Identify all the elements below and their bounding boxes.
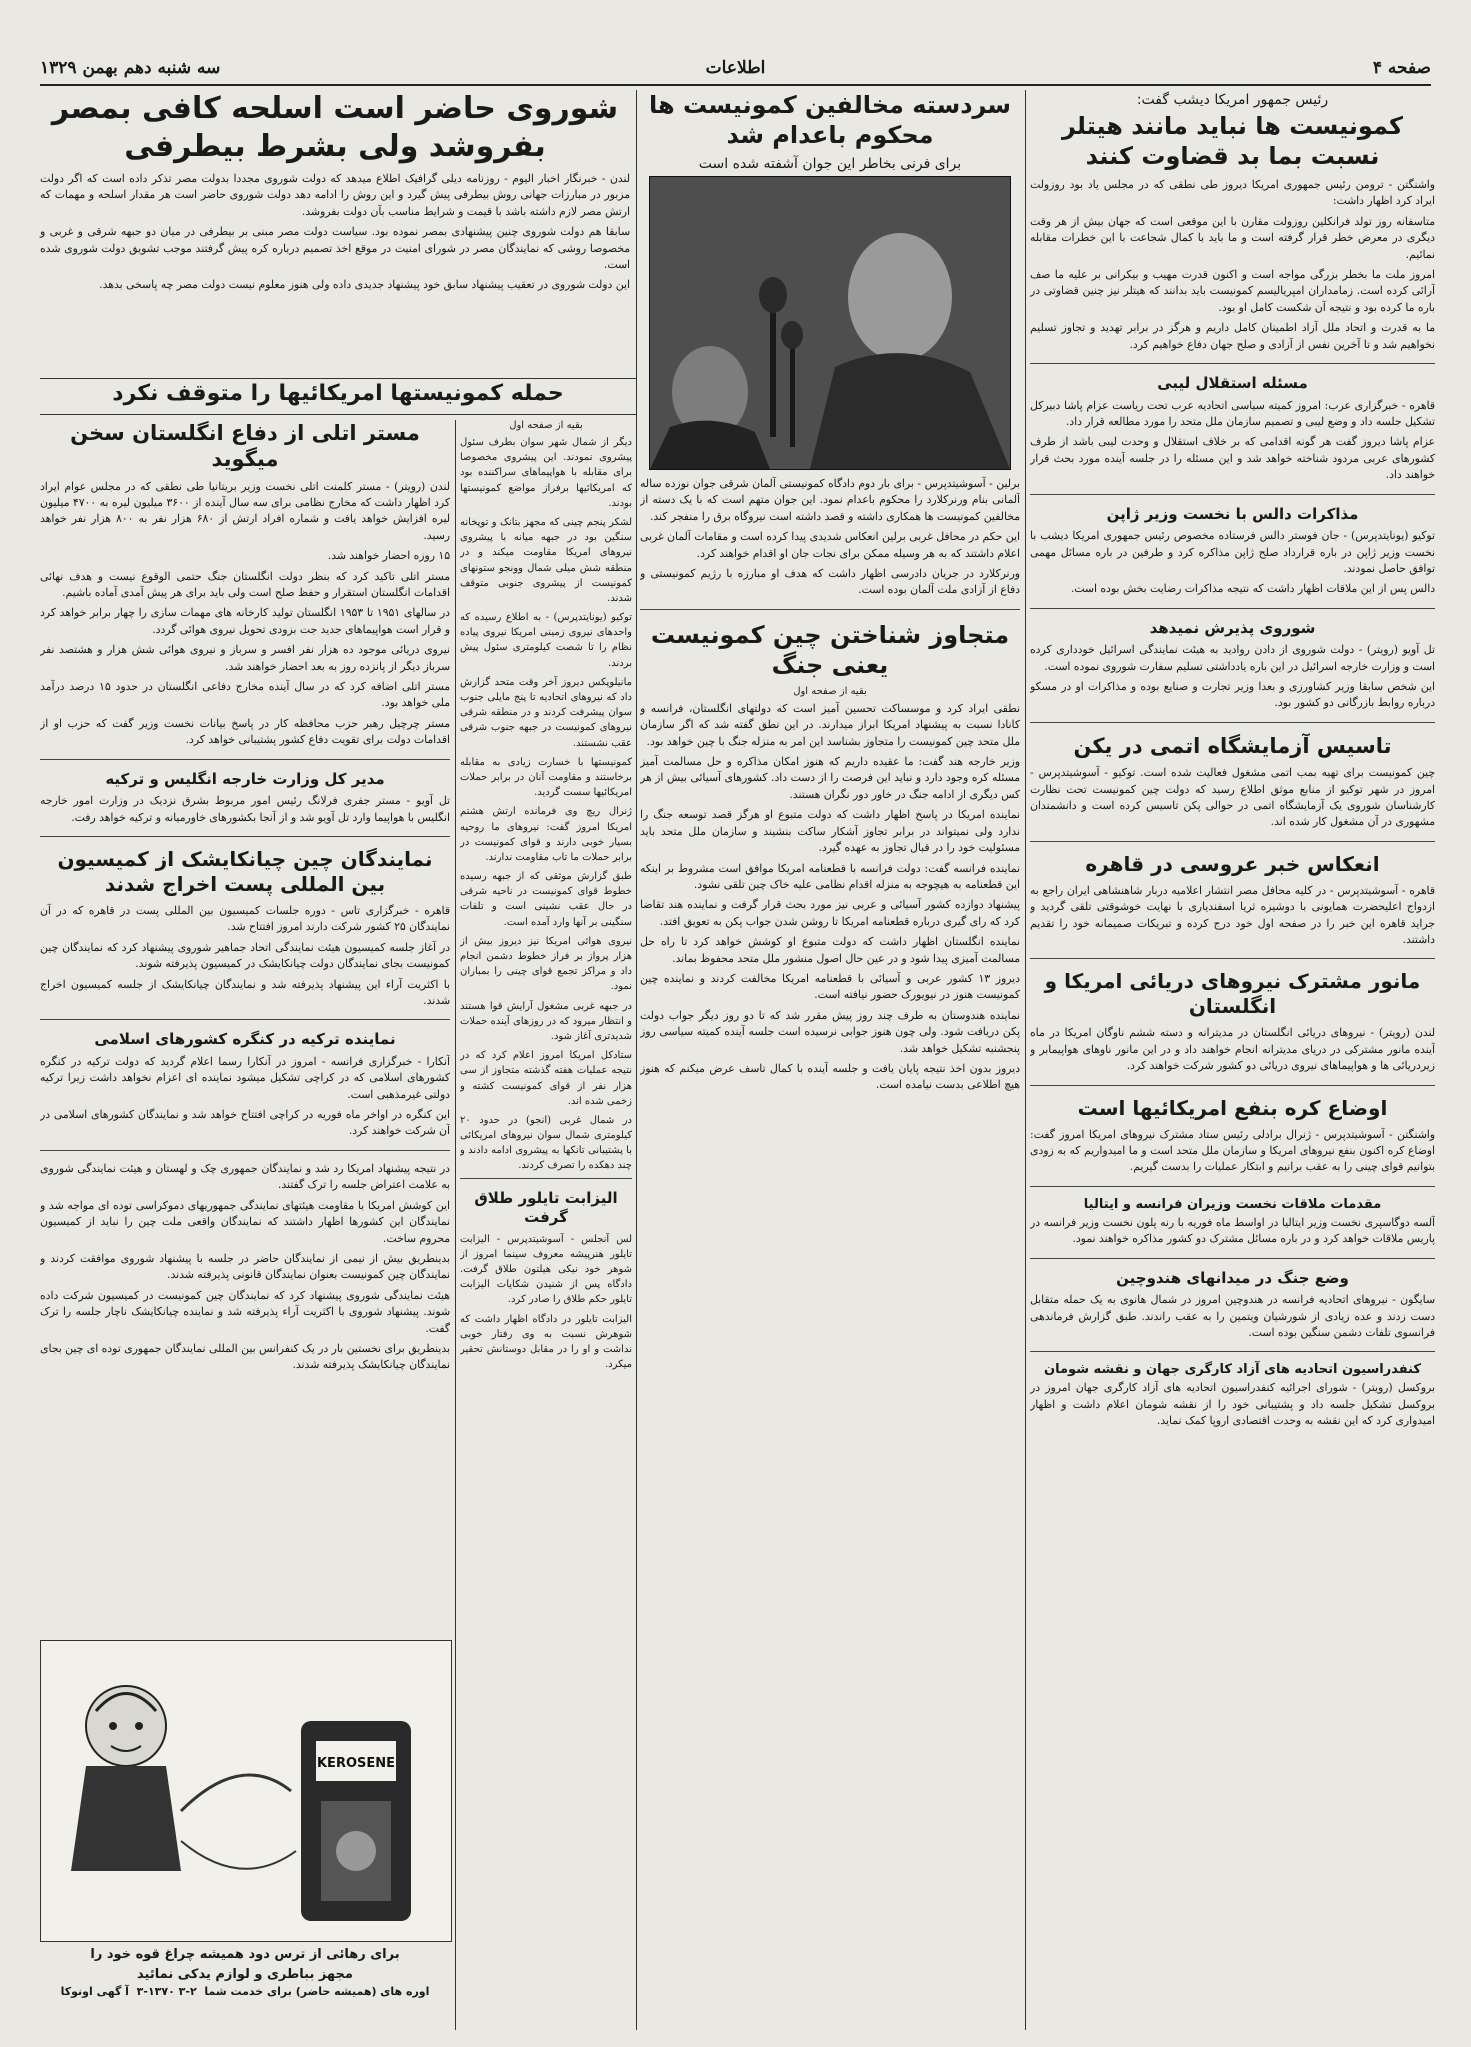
article-paragraph: در نتیجه پیشنهاد امریکا رد شد و نمایندگان جمهوری چک و لهستان و هیئت نمایندگی شوروی به علامت اعتراض جلسه را ترک گفتند. xyxy=(40,1161,450,1192)
article-paragraph: دیگر از شمال شهر سوان بطرف سئول پیشروی نمودند. این پیشروی مخصوصا برای مقابله با هواپیماهای سراکننده بود که امریکائیها برفراز مواضع کمونیستها بودند. xyxy=(460,437,632,509)
photo-illustration xyxy=(650,177,1010,469)
article-paragraph: در جبهه غربی مشغول آرایش قوا هستند و انتظار میرود که در روزهای آینده حملات شدیدتری آغاز شود. xyxy=(460,1000,632,1042)
article-headline: مسئله استقلال لیبی xyxy=(1157,374,1308,393)
article-paragraph: تل آویو - مستر جفری فرلانگ رئیس امور مربوط بشرق نزدیک در وزارت امور خارجه انگلیس با هواپیما وارد تل آویو شد و از آنجا بکشورهای خاورمیانه و ترکیه خواهد رفت. xyxy=(40,794,450,824)
article-paragraph: این حکم در محافل غربی برلین انعکاس شدیدی پیدا کرده است و مقامات آلمان غربی اعلام داشتند که به هر وسیله ممکن برای نجات جان او اقدام خواهند کرد. xyxy=(640,530,1020,560)
page-number: صفحه ۴ xyxy=(1372,58,1431,78)
column-korea-continued xyxy=(460,420,632,2030)
article-libya xyxy=(1030,374,1435,495)
article-postal-continued xyxy=(40,1161,450,1384)
article-paragraph: دیروز بدون اخذ نتیجه پایان یافت و جلسه آینده با کمال تاسف عرض میکنم که هنوز هیچ اطلاعی بدست نیامده است. xyxy=(640,1061,1020,1092)
article-paragraph: نیروی دریائی موجود ده هزار نفر افسر و سرباز و نیروی هوائی شش هزار و هشتصد نفر سرباز دیگر از پانزده روز به بعد احضار خواهند شد. xyxy=(40,643,450,673)
article-paragraph: بدینطریق بیش از نیمی از نمایندگان حاضر در جلسه با پیشنهاد شوروی موافقت کردند و نمایندگان چین کمونیست بعنوان نمایندگان قانونی پذیرفته شدند. xyxy=(40,1251,450,1282)
article-headline: شوروی پذیرش نمیدهد xyxy=(1149,618,1316,637)
article-paragraph: قاهره - آسوشیتدپرس - در کلیه محافل مصر انتشار اعلامیه دربار شاهنشاهی ایران راجع به ازدواج اعلیحضرت همایونی با دوشیزه ثریا اسفندیاری با نهایت خوشوقتی تلقی گردید و جراید قاهره این خبر را در صفحه اول خود درج کرده و تبریکات صمیمانه خود را تقدیم داشتند. xyxy=(1030,883,1435,946)
article-paragraph: دالس پس از این ملاقات اظهار داشت که نتیجه مذاکرات رضایت بخش بوده است. xyxy=(1070,582,1435,596)
article-turkey-congress xyxy=(40,1030,450,1151)
article-headline: مقدمات ملاقات نخست وزیران فرانسه و ایتالیا xyxy=(1083,1196,1382,1212)
continued-note: بقیه از صفحه اول xyxy=(509,420,583,431)
article-headline: الیزابت تایلور طلاق گرفت xyxy=(474,1188,618,1227)
article-paragraph: این شخص سابقا وزیر کشاورزی و بعدا وزیر تجارت و صنایع بوده و مذاکرات او در مسکو درباره روابط بازرگانی دو کشور بود. xyxy=(1030,680,1435,710)
article-headline: تاسیس آزمایشگاه اتمی در یکن xyxy=(1073,733,1392,758)
page-header xyxy=(40,52,1431,86)
article-paragraph: سایگون - نیروهای اتحادیه فرانسه در هندوچین امروز در شمال هانوی به یک حمله متقابل دست زدند و عده زیادی از شورشیان ویتمین را به عقب راندند. طبق گزارش فرماندهی فرانسوی تلفات دشمن سنگین بوده است. xyxy=(1030,1293,1435,1339)
ad-line xyxy=(40,1984,450,2001)
ad-line: ۲-۳ ۱۳۷۰-۳ xyxy=(136,1985,197,1998)
column-center xyxy=(640,90,1020,2030)
ad-artwork xyxy=(41,1641,451,1941)
article-paragraph: چین کمونیست برای تهیه بمب اتمی مشغول فعالیت شده است. توکیو - آسوشیتدپرس - امروز در شهر توکیو از منابع موثق اطلاع رسید که دولت چین کمونیست تحت نظارت کارشناسان شوروی یک آزمایشگاه اتمی در حوالی پکن تاسیس کرده است و دانشمندان مشهوری در آن مشغول کار شده اند. xyxy=(1030,766,1435,829)
column-left xyxy=(40,420,450,1635)
article-paragraph: مانیلوپکس دیروز آخر وقت متحد گزارش داد که نیروهای اتحادیه تا پنج مایلی جنوب سوان پیشرفت کردند و در منطقه شرقی نیروهای کمونیست در جبهه جنوب شرقی عقب نشستند. xyxy=(460,676,632,749)
article-china-aggressor xyxy=(640,620,1020,1104)
article-kicker: برای فرنی بخاطر این جوان آشفته شده است xyxy=(698,156,962,172)
article-paragraph: ستادکل امریکا امروز اعلام کرد که در نتیجه عملیات هفته گذشته متجاوز از سی هزار نفر از قوای کمونیست کشته و زخمی شده اند. xyxy=(460,1050,632,1107)
article-soviet-egypt xyxy=(40,90,630,375)
article-paragraph: لندن - خبرنگار اخبار الیوم - روزنامه دیلی گرافیک اطلاع میدهد که دولت شوروی مجددا بدولت مصر تذکر داده است که اگر دولت مزبور در مبارزات جهانی روش بیطرفی پیش گیرد و این روش را ادامه دهد دولت شوروی حاضر است هر مقدار اسلحه و مهمات که ارتش مصر لازم داشته باشد با قیمت و شرایط مناسب بآن دولت بفروشد. xyxy=(40,172,630,218)
photo-icon xyxy=(649,176,1011,470)
article-headline: سردسته مخالفین کمونیست ها محکوم باعدام شد xyxy=(648,91,1012,149)
article-wedding-cairo xyxy=(1030,852,1435,960)
banner-korea xyxy=(40,380,636,414)
article-truman xyxy=(1030,92,1435,364)
article-paragraph: این کوشش امریکا با مقاومت هیئتهای نمایندگی جمهوریهای دموکراسی توده ای مواجه شد و نمایندگان این کشورها اظهار داشتند که نمایندگان واقعی ملت چین را نباید از کمیسیون محروم ساخت. xyxy=(40,1198,450,1245)
article-paragraph: پیشنهاد دوازده کشور آسیائی و عربی نیز مورد بحث قرار گرفت و نماینده هند تقاضا کرد که رای گیری درباره قطعنامه امریکا تا روشن شدن جواب پکن به تعویق افتد. xyxy=(640,898,1020,928)
article-paragraph: نماینده فرانسه گفت: دولت فرانسه با قطعنامه امریکا موافق است مشروط بر اینکه این قطعنامه به هیچوجه به منزله اقدام نظامی علیه خاک چین تلقی نشود. xyxy=(640,861,1020,891)
article-paragraph: در آغاز جلسه کمیسیون هیئت نمایندگی اتحاد جماهیر شوروی پیشنهاد کرد که نمایندگان چین کمونیست بجای نمایندگان دولت چیانکایشک در کمیسیون پذیرفته شوند. xyxy=(40,940,450,971)
continued-note: بقیه از صفحه اول xyxy=(793,685,867,697)
ad-caption xyxy=(40,1945,450,2001)
article-paragraph: الیزابت تایلور در دادگاه اظهار داشت که شوهرش نسبت به وی رفتار خوبی نداشت و او را در مقابل دوستانش تحقیر میکرد. xyxy=(460,1313,632,1371)
issue-date: سه شنبه دهم بهمن ۱۳۲۹ xyxy=(40,58,221,78)
banner-headline: حمله کمونیستها امریکائیها را متوقف نکرد xyxy=(112,381,564,406)
article-headline: کنفدراسیون اتحادیه های آزاد کارگری جهان و نقشه شومان xyxy=(1044,1362,1421,1378)
article-headline: مستر اتلی از دفاع انگلستان سخن میگوید xyxy=(70,421,420,472)
paper-name: اطلاعات xyxy=(705,58,766,78)
article-attlee-defense xyxy=(40,420,450,760)
article-headline: وضع جنگ در میدانهای هندوچین xyxy=(1116,1268,1349,1287)
ad-brand-text: KEROSENE xyxy=(316,1756,396,1771)
section-rule xyxy=(40,414,636,415)
article-paragraph: متاسفانه روز تولد فرانکلین روزولت مقارن با این موقعی است که جهان بیش از هر وقت دیگری در معرض خطر قرار گرفته است و ما باید با کمال شجاعت با این خطرات مقابله نمائیم. xyxy=(1030,214,1435,261)
article-headline: مانور مشترک نیروهای دریائی امریکا و انگلستان xyxy=(1044,969,1421,1019)
column-rule xyxy=(455,420,456,2030)
article-paragraph: ۱۵ روزه احضار خواهند شد. xyxy=(327,549,450,563)
article-paragraph: بدینطریق برای نخستین بار در یک کنفرانس بین المللی نمایندگان جمهوری توده ای چین بجای نمایندگان چیانکایشک پذیرفته شدند. xyxy=(40,1341,450,1372)
article-naval-maneuver xyxy=(1030,969,1435,1085)
article-paragraph: این دولت شوروی در تعقیب پیشنهاد سابق خود پیشنهاد جدیدی داده ولی هنوز معلوم نیست دولت مصر چه پاسخی بدهد. xyxy=(99,278,630,292)
article-atomic-lab xyxy=(1030,733,1435,842)
article-paragraph: ما به قدرت و اتحاد ملل آزاد اطمینان کامل داریم و هرگز در برابر تهدید و تجاوز تسلیم نخواهیم شد و تا آخرین نفس از آزادی و صلح جهان دفاع خواهیم کرد. xyxy=(1030,321,1435,351)
article-paragraph: برلین - آسوشیتدپرس - برای بار دوم دادگاه کمونیستی آلمان شرقی جوان نوزده ساله آلمانی بنام ورنرکلارد را محکوم باعدام نمود. این جوان متهم است که با یک دسته از مخالفین کمونیست ها همکاری داشته و قصد داشته است نیروگاه برق را منفجر کند. xyxy=(640,477,1020,523)
article-paragraph: آلسه دوگاسپری نخست وزیر ایتالیا در اواسط ماه فوریه با رنه پلون نخست وزیر فرانسه در پاریس ملاقات خواهد کرد و در باره مسائل مشترک دو کشور مذاکره خواهند نمود. xyxy=(1030,1215,1435,1246)
article-headline: اوضاع کره بنفع امریکائیها است xyxy=(1077,1095,1388,1120)
article-paragraph: طبق گزارش موثقی که از جبهه رسیده خطوط قوای کمونیست در ناحیه شرقی در حال عقب نشینی است و تلفات سنگینی بر آنها وارد آمده است. xyxy=(460,871,632,928)
article-paragraph: وزیر خارجه هند گفت: ما عقیده داریم که هنوز امکان مذاکره و حل مسالمت آمیز مسئله کره وجود دارد و نباید این فرصت را از دست داد. کشورهای آسیائی بیش از هر کس دیگری از ادامه جنگ در خاور دور نگران هستند. xyxy=(640,755,1020,801)
article-paragraph: امروز ملت ما بخطر بزرگی مواجه است و اکنون قدرت مهیب و بیکرانی بر علیه ما صف آرائی کرده است. زمامداران امپریالیسم کمونیست باید بدانند که هیتلر نیز چنین قضاوتی در باره ما کرده بود و نتیجه آن شکست کامل او بود. xyxy=(1030,268,1435,314)
article-paragraph: واشنگتن - ترومن رئیس جمهوری امریکا دیروز طی نطقی که در مجلس یاد بود روزولت ایراد کرد اظهار داشت: xyxy=(1030,178,1435,208)
article-elizabeth-taylor xyxy=(460,1178,632,1383)
section-rule xyxy=(40,378,636,379)
article-postal-commission xyxy=(40,847,450,1020)
article-indochina xyxy=(1030,1269,1435,1353)
article-headline: نمایندگان چین چیانکایشک از کمیسیون بین المللی پست اخراج شدند xyxy=(57,846,433,896)
ad-line: برای رهائی از ترس دود همیشه چراغ قوه خود را xyxy=(90,1947,400,1962)
article-paragraph: مستر اتلی تاکید کرد که بنظر دولت انگلستان جنگ حتمی الوقوع نیست و هدف نهائی اقدامات انگلستان استقرار و حفظ صلح است ولی باید برای هر پیش آمدی آماده باشیم. xyxy=(40,569,450,599)
ad-line: اوره های (همیشه حاضر) برای خدمت شما xyxy=(204,1985,430,1998)
article-paragraph: بروکسل (رویتر) - شورای اجرائیه کنفدراسیون اتحادیه های آزاد کارگری جهان امروز در بروکسل تشکیل جلسه داد و پشتیبانی خود را از نقشه شومان اعلام داشت و اظهار امیدواری کرد که این نقشه به وحدت اقتصادی اروپا کمک نماید. xyxy=(1030,1381,1435,1428)
article-paragraph: قاهره - خبرگزاری تاس - دوره جلسات کمیسیون بین المللی پست در قاهره که در آن نمایندگان ۲۵ کشور شرکت دارند امروز افتتاح شد. xyxy=(40,903,450,934)
article-france-italy xyxy=(1030,1197,1435,1259)
article-paragraph: لشکر پنجم چینی که مجهز بتانک و توپخانه سنگین بود در جبهه میانه با پیشروی نیروهای امریکا مقاومت میکند و در منطقه شش میلی شمال وونجو ستونهای کمونیست از پیشروی جنوبی متوقف شدند. xyxy=(460,516,632,604)
article-paragraph: تل آویو (رویتر) - دولت شوروی از دادن روادید به هیئت نمایندگی اسرائیل خودداری کرده است و وزارت خارجه اسرائیل در این باره یادداشتی تسلیم سفارت شوروی نموده است. xyxy=(1030,643,1435,673)
article-paragraph: هیئت نمایندگی شوروی پیشنهاد کرد که نمایندگان چین کمونیست در کمیسیون شرکت داده شوند. پیشنهاد شوروی با اکثریت آراء پذیرفته شد و نماینده چیانکایشک ناچار جلسه را ترک گفت. xyxy=(40,1288,450,1335)
article-headline: انعکاس خبر عروسی در قاهره xyxy=(1085,851,1380,876)
article-paragraph: توکیو (یونایتدپرس) - جان فوستر دالس فرستاده مخصوص رئیس جمهوری امریکا دیشب با نخست وزیر ژاپن در باره قرارداد صلح ژاپن مذاکره کرد و طرفین در باره مسائل مهمی توافق حاصل نمودند. xyxy=(1030,529,1435,575)
article-korea-situation xyxy=(1030,1096,1435,1187)
article-paragraph: در شمال غربی (انجو) در حدود ۲۰ کیلومتری شمال سوان نیروهای امریکائی با پشتیبانی تانکها به پیشروی ادامه دادند و چند دهکده را تصرف کردند. xyxy=(460,1114,632,1172)
article-paragraph: نطقی ایراد کرد و موسساکت تحسین آمیز است که دولتهای انگلستان، فرانسه و کانادا نسبت به پیشنهاد امریکا ابراز میدارند. در این نطق گفته شد که اگر سازمان ملل متحد چین کمونیست را متجاوز بشناسد این امر به منزله جنگ با چین خواهد بود. xyxy=(640,701,1020,748)
article-headline: متجاوز شناختن چین کمونیست یعنی جنگ xyxy=(650,620,1010,679)
article-paragraph: واشنگتن - آسوشیتدپرس - ژنرال برادلی رئیس ستاد مشترک نیروهای امریکا امروز گفت: اوضاع کره اکنون بنفع نیروهای امریکا و سازمان ملل متحد است و ما امیدواریم که به زودی بتوانیم قوای چینی را به عقب برانیم و ابتکار عملیات را بدست گیریم. xyxy=(1030,1127,1435,1174)
article-kicker: رئیس جمهور امریکا دیشب گفت: xyxy=(1136,92,1329,108)
article-paragraph: دیروز ۱۳ کشور عربی و آسیائی با قطعنامه امریکا مخالفت کردند و نماینده چین کمونیست هنوز در نیویورک حضور نیافته است. xyxy=(640,971,1020,1002)
article-paragraph: عزام پاشا دیروز گفت هر گونه اقدامی که بر خلاف استقلال و وحدت لیبی باشد از طرف کشورهای عربی مردود شناخته خواهد شد و این مسئله را در جلسه آینده مورد بحث قرار خواهند داد. xyxy=(1030,435,1435,482)
article-paragraph: نماینده انگلستان اظهار داشت که دولت متبوع او کوشش خواهد کرد تا راه حل مسالمت آمیزی پیدا شود و در عین حال اصول منشور ملل متحد محفوظ بماند. xyxy=(640,935,1020,965)
article-paragraph: در سالهای ۱۹۵۱ تا ۱۹۵۳ انگلستان تولید کارخانه های مهمات سازی را چهار برابر خواهد کرد و قرار است هواپیماهای جدید جت بزودی تحویل نیروی هوائی گردد. xyxy=(40,606,450,636)
article-paragraph: لندن (رویتر) - مستر کلمنت اتلی نخست وزیر بریتانیا طی نطقی که در مجلس عوام ایراد کرد اظهار داشت که مخارج نظامی برای سه سال آینده از ۳۶۰۰ میلیون لیره به ۴۷۰۰ میلیون لیره افزایش خواهد یافت و شماره افراد ارتش از ۶۸۰ هزار نفر به ۸۰۰ هزار نفر خواهد رسید. xyxy=(40,479,450,542)
article-paragraph: آنکارا - خبرگزاری فرانسه - امروز در آنکارا رسما اعلام گردید که دولت ترکیه در کنگره کشورهای اسلامی که در کراچی تشکیل میشود نماینده ای اعزام نخواهد داشت زیرا ترکیه دولتی غیرمذهبی است. xyxy=(40,1054,450,1101)
article-paragraph: ژنرال ریچ وی فرمانده ارتش هشتم امریکا امروز گفت: نیروهای ما روحیه بسیار خوبی دارند و قوای کمونیست در برابر حملات ما تاب مقاومت ندارند. xyxy=(460,806,632,863)
article-paragraph: ورنرکلارد در جریان دادرسی اظهار داشت که هدف او مبارزه با رژیم کمونیستی و دفاع از آزادی ملت آلمان بوده است. xyxy=(640,567,1020,597)
article-paragraph: کمونیستها با خسارت زیادی به مقابله برخاستند و مقاومت آنان در برابر حملات امریکائیها سست گردید. xyxy=(460,756,632,799)
article-headline: شوروی حاضر است اسلحه کافی بمصر بفروشد ولی بشرط بیطرفی xyxy=(51,91,619,164)
article-paragraph: قاهره - خبرگزاری عرب: امروز کمیته سیاسی اتحادیه عرب تحت ریاست عزام پاشا دبیرکل تشکیل جلسه داد و وضع لیبی و تصمیم سازمان ملل متحد را مورد مطالعه قرار داد. xyxy=(1030,398,1435,428)
article-paragraph: نماینده امریکا در پاسخ اظهار داشت که دولت متبوع او هرگز قصد توسعه جنگ را ندارد ولی نمیتواند در برابر تجاوز آشکار ساکت بنشیند و سازمان ملل متحد باید مسئولیت خود را در قبال تجاوز به عهده گیرد. xyxy=(640,808,1020,855)
ad-line: آ گهی اونوکا xyxy=(60,1985,129,1998)
article-paragraph: لندن (رویتر) - نیروهای دریائی انگلستان در مدیترانه و دسته ششم ناوگان امریکا در ماه آینده مانور مشترکی در دریای مدیترانه انجام خواهند داد و در این مانور ناوهای هواپیمابر و زیردریائی ها و هواپیماهای نیروی دریائی دو کشور شرکت خواهند کرد. xyxy=(1030,1026,1435,1073)
column-rule xyxy=(636,90,637,2030)
article-paragraph: مستر چرچیل رهبر حزب محافظه کار در پاسخ بیانات نخست وزیر گفت که حزب او از اقدامات دولت برای تقویت دفاع کشور پشتیبانی خواهد کرد. xyxy=(40,716,450,747)
article-soviet-visa xyxy=(1030,619,1435,723)
column-rule xyxy=(1025,90,1026,2030)
article-paragraph: لس آنجلس - آسوشیتدپرس - الیزابت تایلور هنرپیشه معروف سینما امروز از شوهر خود نیکی هیلتون طلاق گرفت. دادگاه پس از شنیدن شکایات الیزابت تایلور حکم طلاق را صادر کرد. xyxy=(460,1233,632,1306)
article-headline: نماینده ترکیه در کنگره کشورهای اسلامی xyxy=(94,1030,396,1049)
article-paragraph: توکیو (یونایتدپرس) - به اطلاع رسیده که واحدهای نیروی زمینی امریکا نیروی پیاده نظام را تا شصت کیلومتری سئول پیش بردند. xyxy=(460,612,632,669)
article-foreign-office-director xyxy=(40,770,450,837)
article-paragraph: نماینده هندوستان به طرف چند روز پیش مقرر شد که تا دو روز دیگر جواب دولت پکن دریافت شود. ولی چون هنوز جوابی نرسیده است جلسه آینده کمیته سیاسی روز پنجشنبه تشکیل خواهد شد. xyxy=(640,1008,1020,1055)
article-paragraph: این کنگره در اواخر ماه فوریه در کراچی افتتاح خواهد شد و نمایندگان کشورهای اسلامی در آن شرکت خواهند کرد. xyxy=(40,1108,450,1138)
article-headline: مدیر کل وزارت خارجه انگلیس و ترکیه xyxy=(105,769,385,788)
article-headline: کمونیست ها نباید مانند هیتلر نسبت بما بد قضاوت کنند xyxy=(1061,112,1403,170)
article-paragraph: نیروی هوائی امریکا نیز دیروز بیش از هزار پرواز بر فراز خطوط دشمن انجام داد و مراکز تجمع قوای چینی را بمباران نمود. xyxy=(460,935,632,993)
article-death-sentence xyxy=(640,90,1020,610)
article-labor-confederation xyxy=(1030,1362,1435,1439)
article-paragraph: با اکثریت آراء این پیشنهاد پذیرفته شد و نمایندگان چیانکایشک از جلسه کمیسیون اخراج شدند. xyxy=(40,977,450,1007)
heater-ad-illustration-icon xyxy=(40,1640,452,1942)
article-paragraph: مستر اتلی اضافه کرد که در سال آینده مخارج دفاعی انگلستان در حدود ۱۵ درصد درآمد ملی خواهد بود. xyxy=(40,679,450,710)
article-dulles-japan xyxy=(1030,505,1435,609)
article-paragraph: سابقا هم دولت شوروی چنین پیشنهادی بمصر نموده بود. سیاست دولت مصر مبنی بر بیطرفی در میان دو جبهه شرقی و غربی و مخصوصا روشی که نمایندگان مصر در شورای امنیت در موقع اخذ تصمیم درباره کره پیش گرفتند موجب تشویق دولت شوروی شده است. xyxy=(40,225,630,272)
ad-line: مجهز بباطری و لوازم یدکی نمائید xyxy=(137,1966,353,1982)
column-right xyxy=(1030,90,1435,2030)
article-headline: مذاکرات دالس با نخست وزیر ژاپن xyxy=(1106,504,1359,523)
